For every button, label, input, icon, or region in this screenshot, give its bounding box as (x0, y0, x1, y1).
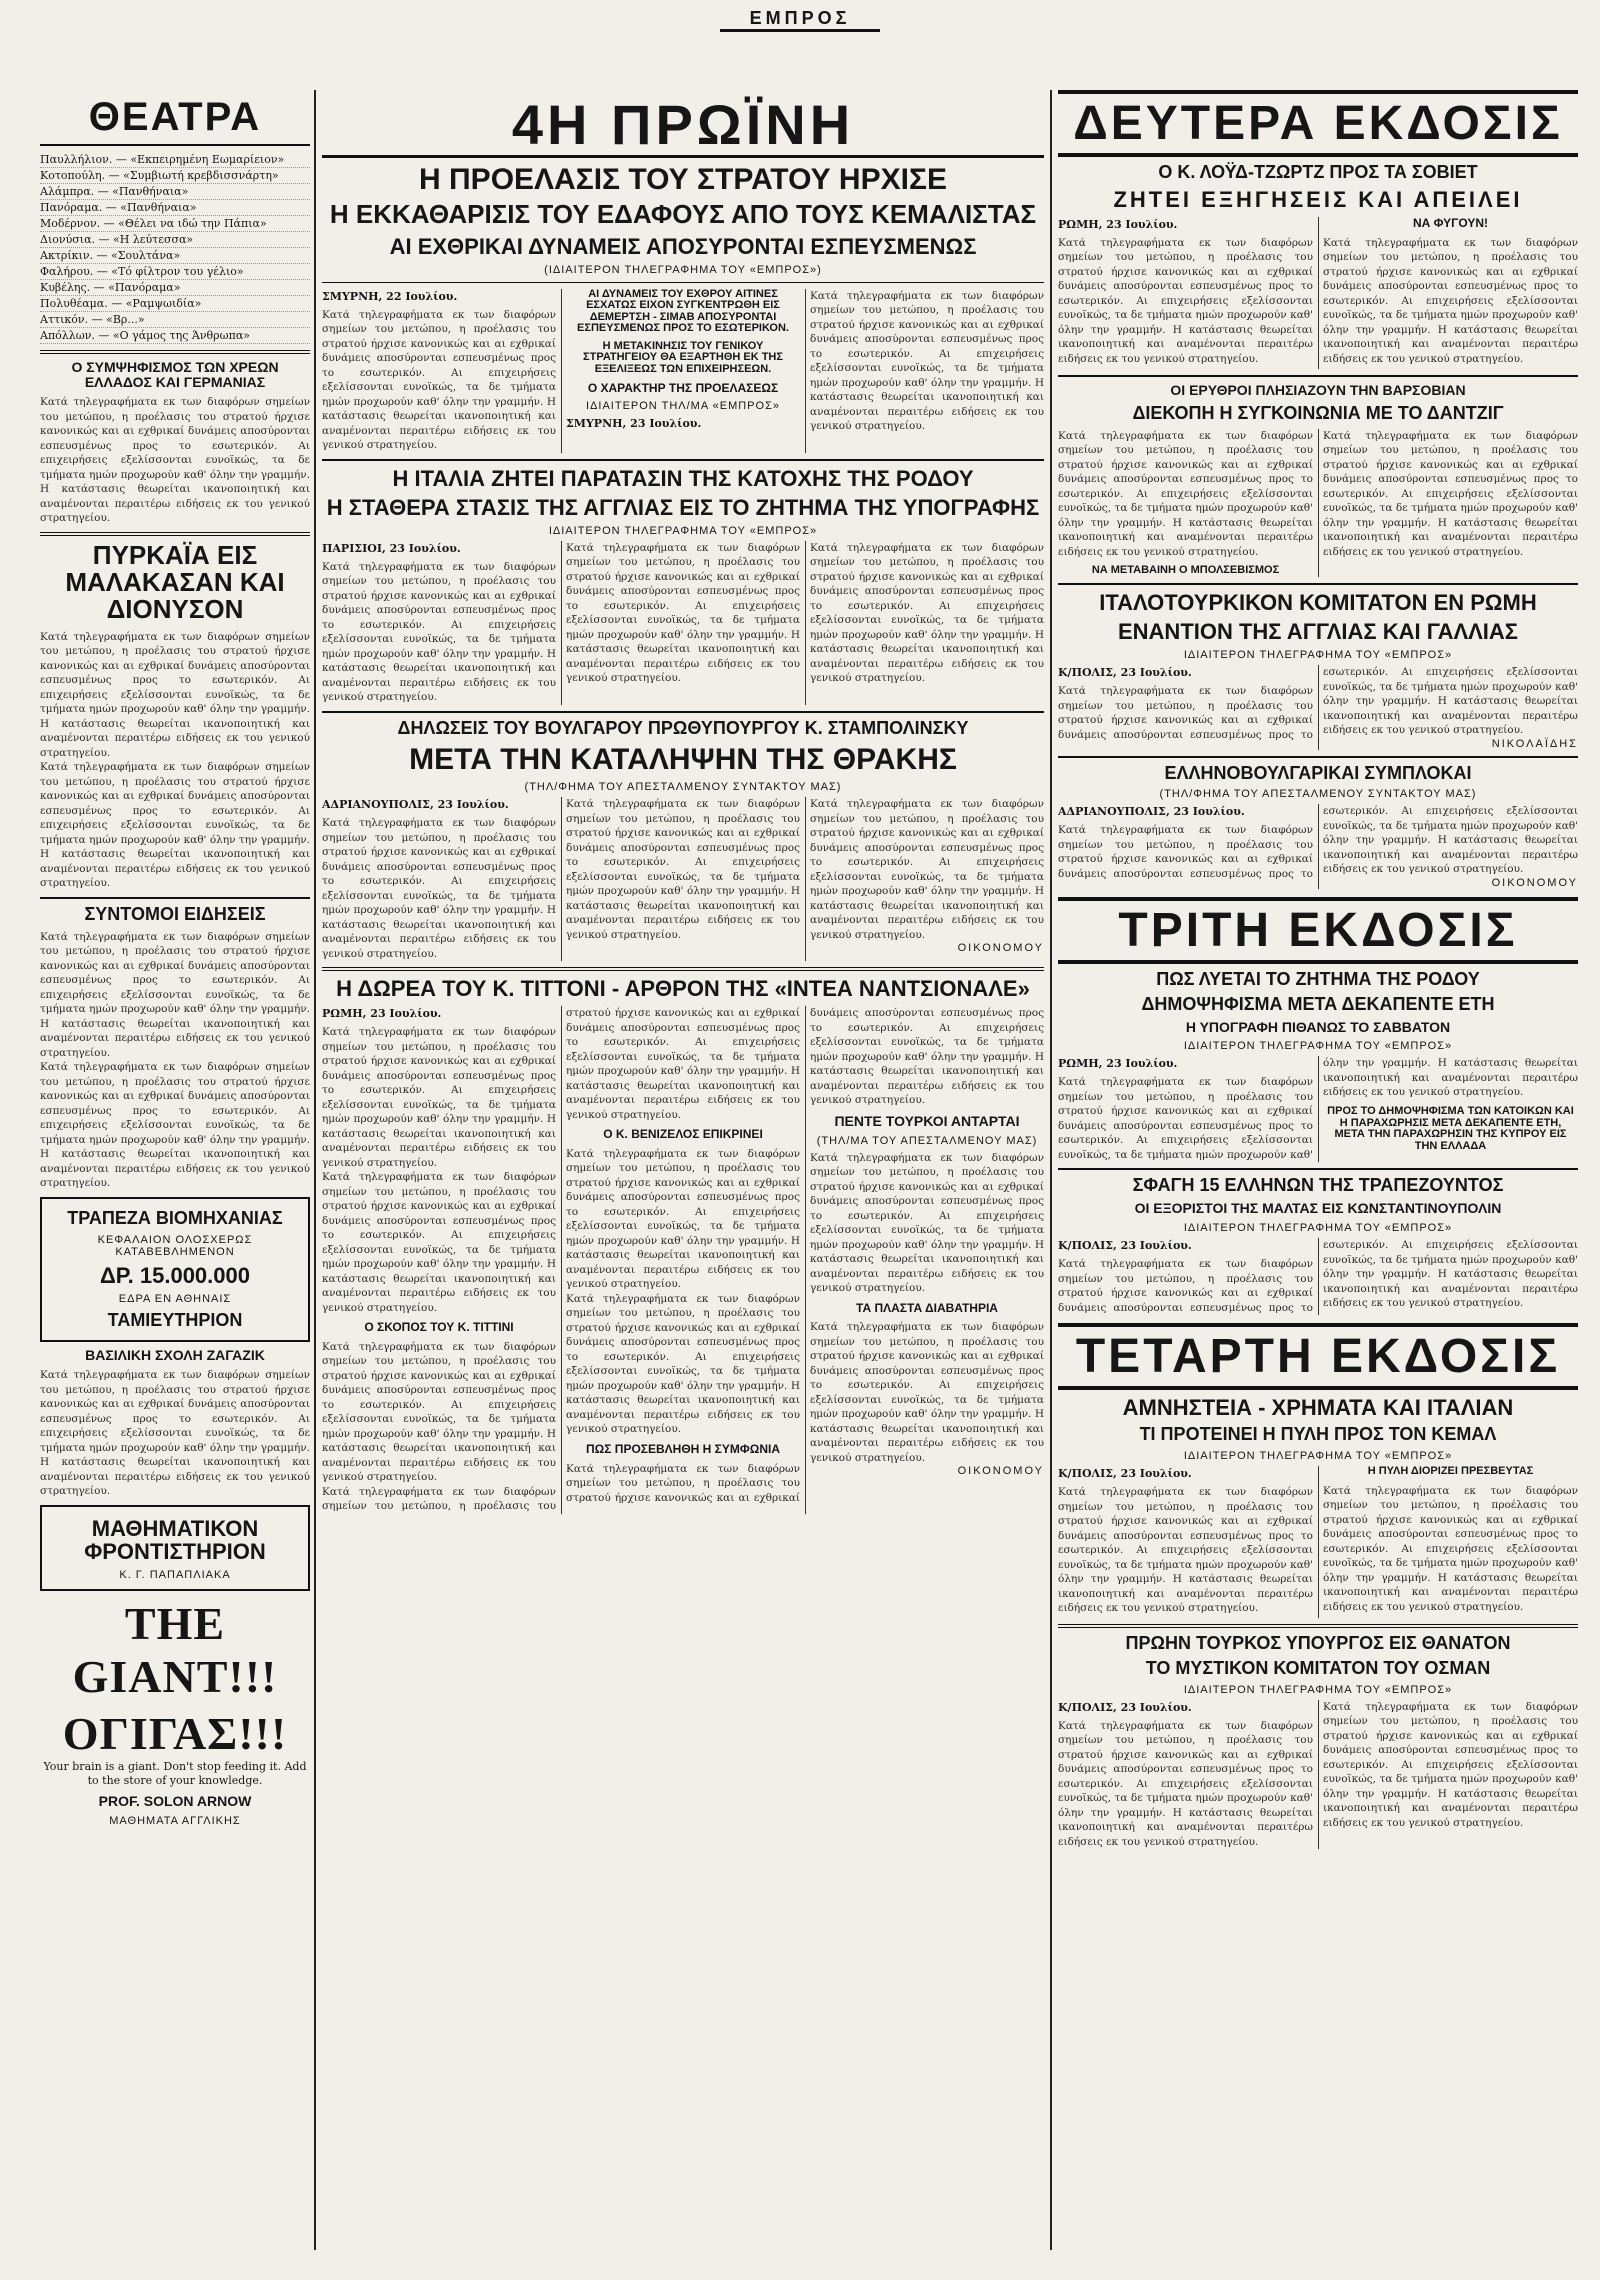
bank-savings: ΤΑΜΙΕΥΤΗΡΙΟΝ (107, 1309, 243, 1330)
divider (322, 967, 1044, 971)
sub-headline: Η ΜΕΤΑΚΙΝΗΣΙΣ ΤΟΥ ΓΕΝΙΚΟΥ ΣΤΡΑΤΗΓΕΙΟΥ ΘΑ ΕΞΑΡΤΗΘΗ ΕΚ ΤΗΣ ΕΞΕΛΙΞΕΩΣ ΤΩΝ ΕΠΙΧΕΙΡΗΣΕΩΝ. (583, 339, 783, 375)
subheading: ΙΔΙΑΙΤΕΡΟΝ ΤΗΛΕΓΡΑΦΗΜΑ ΤΟΥ «ΕΜΠΡΟΣ» (1183, 1450, 1453, 1463)
subheading: (ΤΗΛ/ΦΗΜΑ ΤΟΥ ΑΠΕΣΤΑΛΜΕΝΟΥ ΣΥΝΤΑΚΤΟΥ ΜΑΣ) (1159, 788, 1477, 801)
subheading: ΙΔΙΑΙΤΕΡΟΝ ΤΗΛΕΓΡΑΦΗΜΑ ΤΟΥ «ΕΜΠΡΟΣ» (1183, 1222, 1453, 1235)
divider (40, 532, 310, 536)
byline: ΟΙΚΟΝΟΜΟΥ (957, 1465, 1044, 1478)
right-column (1058, 90, 1578, 2260)
prof-name: PROF. SOLON ARNOW (98, 1792, 252, 1809)
article-body: Κατά τηλεγραφήματα εκ των διαφόρων σημείων του μετώπου, η προέλασις του στρατού ήρχισε κανονικώς και αι εχθρικαί δυνάμεις αποσύρονται εσπευσμένως προς το εσωτερικόν. Αι επιχειρήσεις εξελίσσονται ευνοϊκώς, τα δε τμήματα ημών προχωρούν καθ' όλην την γραμμήν. Η κατάστασις θεωρείται ικανοποιητική και αναμένονται περαιτέρω ειδήσεις εκ του γενικού στρατηγείου. (1058, 236, 1313, 365)
subheading: (ΙΔΙΑΙΤΕΡΟΝ ΤΗΛΕΓΡΑΦΗΜΑ ΤΟΥ «ΕΜΠΡΟΣ») (544, 263, 822, 276)
headline: ΕΛΛΗΝΟΒΟΥΛΓΑΡΙΚΑΙ ΣΥΜΠΛΟΚΑΙ (1164, 762, 1472, 783)
sub-headline: Η ΠΥΛΗ ΔΙΟΡΙΖΕΙ ΠΡΕΣΒΕΥΤΑΣ (1367, 1465, 1534, 1478)
article-body: Κατά τηλεγραφήματα εκ των διαφόρων σημείων του μετώπου, η προέλασις του στρατού ήρχισε κανονικώς και αι εχθρικαί δυνάμεις αποσύρονται εσπευσμένως προς το εσωτερικόν. Αι επιχειρήσεις εξελίσσονται ευνοϊκώς, τα δε τμήματα ημών προχωρούν καθ' όλην την γραμμήν. Η κατάστασις θεωρείται ικανοποιητική και αναμένονται περαιτέρω ειδήσεις εκ του γενικού στρατηγείου. (40, 630, 310, 759)
sub-headline: Ο Κ. ΒΕΝΙΖΕΛΟΣ ΕΠΙΚΡΙΝΕΙ (603, 1127, 763, 1142)
theatre-list (40, 152, 310, 344)
sub-headline: ΑΙ ΔΥΝΑΜΕΙΣ ΤΟΥ ΕΧΘΡΟΥ ΑΙΤΙΝΕΣ ΕΣΧΑΤΩΣ ΕΙΧΟΝ ΣΥΓΚΕΝΤΡΩΘΗ ΕΙΣ ΔΕΜΕΡΤΣΗ - ΣΙΜΑΒ ΑΠΟΣΥΡΟΝΤΑΙ ΕΣΠΕΥΣΜΕΝΩΣ ΠΡΟΣ ΤΟ ΕΣΩΤΕΡΙΚΟΝ. (577, 287, 789, 335)
headline: ΤΟ ΜΥΣΤΙΚΟΝ ΚΟΜΙΤΑΤΟΝ ΤΟΥ ΟΣΜΑΝ (1145, 1657, 1491, 1678)
article-columns (322, 541, 1044, 705)
headline: ΖΗΤΕΙ ΕΞΗΓΗΣΕΙΣ ΚΑΙ ΑΠΕΙΛΕΙ (1113, 186, 1523, 212)
sub-headline: ΤΑ ΠΛΑΣΤΑ ΔΙΑΒΑΤΗΡΙΑ (856, 1300, 998, 1315)
divider (1058, 375, 1578, 377)
subheading: ΙΔΙΑΙΤΕΡΟΝ ΤΗΛΕΓΡΑΦΗΜΑ ΤΟΥ «ΕΜΠΡΟΣ» (548, 524, 818, 537)
divider (1058, 583, 1578, 585)
article-body: Κατά τηλεγραφήματα εκ των διαφόρων σημείων του μετώπου, η προέλασις του στρατού ήρχισε κανονικώς και αι εχθρικαί δυνάμεις αποσύρονται εσπευσμένως προς το εσωτερικόν. Αι επιχειρήσεις εξελίσσονται ευνοϊκώς, τα δε τμήματα ημών προχωρούν καθ' όλην την γραμμήν. Η κατάστασις θεωρείται ικανοποιητική και αναμένονται περαιτέρω ειδήσεις εκ του γενικού στρατηγείου. (322, 560, 556, 704)
article-title: Ο ΣΥΜΨΗΦΙΣΜΟΣ ΤΩΝ ΧΡΕΩΝ ΕΛΛΑΔΟΣ ΚΑΙ ΓΕΡΜΑΝΙΑΣ (71, 359, 279, 390)
math-ad (40, 1505, 310, 1591)
dateline: ΠΑΡΙΣΙΟΙ, 23 Ιουλίου. (322, 541, 461, 555)
article-body: Κατά τηλεγραφήματα εκ των διαφόρων σημείων του μετώπου, η προέλασις του στρατού ήρχισε κανονικώς και αι εχθρικαί δυνάμεις αποσύρονται εσπευσμένως προς το εσωτερικόν. Αι επιχειρήσεις εξελίσσονται ευνοϊκώς, τα δε τμήματα ημών προχωρούν καθ' όλην την γραμμήν. Η κατάστασις θεωρείται ικανοποιητική και αναμένονται περαιτέρω ειδήσεις εκ του γενικού στρατηγείου. (810, 289, 1044, 433)
bank-capital: ΔΡ. 15.000.000 (99, 1262, 250, 1288)
article-body: Κατά τηλεγραφήματα εκ των διαφόρων σημείων του μετώπου, η προέλασις του στρατού ήρχισε κανονικώς και αι εχθρικαί δυνάμεις αποσύρονται εσπευσμένως προς το εσωτερικόν. Αι επιχειρήσεις εξελίσσονται ευνοϊκώς, τα δε τμήματα ημών προχωρούν καθ' όλην την γραμμήν. Η κατάστασις θεωρείται ικανοποιητική και αναμένονται περαιτέρω ειδήσεις εκ του γενικού στρατηγείου. (1058, 666, 1578, 741)
dateline: ΡΩΜΗ, 23 Ιουλίου. (1058, 217, 1178, 231)
article-title: ΠΥΡΚΑΪΑ ΕΙΣ ΜΑΛΑΚΑΣΑΝ ΚΑΙ ΔΙΟΝΥΣΟΝ (65, 539, 285, 625)
theatre-item: Αλάμπρα. — «Πανθήναια» (40, 184, 310, 200)
edition-title: ΔΕΥΤΕΡΑ ΕΚΔΟΣΙΣ (1058, 90, 1578, 157)
column-rule-left (314, 90, 316, 2250)
article-body: Κατά τηλεγραφήματα εκ των διαφόρων σημείων του μετώπου, η προέλασις του στρατού ήρχισε κανονικώς και αι εχθρικαί δυνάμεις αποσύρονται εσπευσμένως προς το εσωτερικόν. Αι επιχειρήσεις εξελίσσονται ευνοϊκώς, τα δε τμήματα ημών προχωρούν καθ' όλην την γραμμήν. Η κατάστασις θεωρείται ικανοποιητική και αναμένονται περαιτέρω ειδήσεις εκ του γενικού στρατηγείου. (566, 798, 800, 941)
dateline: ΣΜΥΡΝΗ, 23 Ιουλίου. (566, 417, 702, 431)
theatre-item: Διονύσια. — «Η λεύτεσσα» (40, 232, 310, 248)
byline: ΟΙΚΟΝΟΜΟΥ (957, 942, 1044, 955)
headline: ΑΜΝΗΣΤΕΙΑ - ΧΡΗΜΑΤΑ ΚΑΙ ΙΤΑΛΙΑΝ (1122, 1395, 1514, 1421)
article-columns (1058, 804, 1578, 889)
theatre-item: Μοδέρνον. — «Θέλει να ιδώ την Πάπια» (40, 216, 310, 232)
article-body: Κατά τηλεγραφήματα εκ των διαφόρων σημείων του μετώπου, η προέλασις του στρατού ήρχισε κανονικώς και αι εχθρικαί δυνάμεις αποσύρονται εσπευσμένως προς το εσωτερικόν. Αι επιχειρήσεις εξελίσσονται ευνοϊκώς, τα δε τμήματα ημών προχωρούν καθ' όλην την γραμμήν. Η κατάστασις θεωρείται ικανοποιητική και αναμένονται περαιτέρω ειδήσεις εκ του γενικού στρατηγείου. (1058, 805, 1578, 880)
article-columns (1058, 1700, 1578, 1850)
theatre-item: Αττικόν. — «Βρ...» (40, 312, 310, 328)
bank-ad (40, 1197, 310, 1342)
divider (322, 459, 1044, 461)
subheading: ΙΔΙΑΙΤΕΡΟΝ ΤΗΛΕΓΡΑΦΗΜΑ ΤΟΥ «ΕΜΠΡΟΣ» (1183, 1683, 1453, 1696)
sub-headline: ΠΕΝΤΕ ΤΟΥΡΚΟΙ ΑΝΤΑΡΤΑΙ (834, 1112, 1020, 1129)
article-body: Κατά τηλεγραφήματα εκ των διαφόρων σημείων του μετώπου, η προέλασις του στρατού ήρχισε κανονικώς και αι εχθρικαί δυνάμεις αποσύρονται εσπευσμένως προς το εσωτερικόν. Αι επιχειρήσεις εξελίσσονται ευνοϊκώς, τα δε τμήματα ημών προχωρούν καθ' όλην την γραμμήν. Η κατάστασις θεωρείται ικανοποιητική και αναμένονται περαιτέρω ειδήσεις εκ του γενικού στρατηγείου. (810, 541, 1044, 685)
article-body: Κατά τηλεγραφήματα εκ των διαφόρων σημείων του μετώπου, η προέλασις του στρατού ήρχισε κανονικώς και αι εχθρικαί δυνάμεις αποσύρονται εσπευσμένως προς το εσωτερικόν. Αι επιχειρήσεις εξελίσσονται ευνοϊκώς, τα δε τμήματα ημών προχωρούν καθ' όλην την γραμμήν. Η κατάστασις θεωρείται ικανοποιητική και αναμένονται περαιτέρω ειδήσεις εκ του γενικού στρατηγείου. (810, 798, 1044, 941)
sub-headline: ΝΑ ΜΕΤΑΒΑΙΝΗ Ο ΜΠΟΛΣΕΒΙΣΜΟΣ (1091, 564, 1280, 577)
sub-headline: Ο ΣΚΟΠΟΣ ΤΟΥ Κ. ΤΙΤΤΙΝΙ (364, 1320, 514, 1335)
theatre-item: Κυβέλης. — «Πανόραμα» (40, 280, 310, 296)
dateline: ΡΩΜΗ, 23 Ιουλίου. (322, 1007, 442, 1021)
divider (1058, 1168, 1578, 1170)
dateline: Κ/ΠΟΛΙΣ, 23 Ιουλίου. (1058, 1467, 1192, 1481)
headline: ΙΤΑΛΟΤΟΥΡΚΙΚΟΝ ΚΟΜΙΤΑΤΟΝ ΕΝ ΡΩΜΗ (1099, 589, 1537, 615)
sub-headline: ΠΩΣ ΠΡΟΣΕΒΛΗΘΗ Η ΣΥΜΦΩΝΙΑ (585, 1441, 781, 1456)
dateline: Κ/ΠΟΛΙΣ, 23 Ιουλίου. (1058, 1239, 1192, 1253)
divider (40, 350, 310, 354)
headline: Η ΥΠΟΓΡΑΦΗ ΠΙΘΑΝΩΣ ΤΟ ΣΑΒΒΑΤΟΝ (1185, 1018, 1451, 1035)
divider (40, 897, 310, 899)
math-title: ΜΑΘΗΜΑΤΙΚΟΝ ΦΡΟΝΤΙΣΤΗΡΙΟΝ (84, 1515, 266, 1564)
divider (322, 711, 1044, 713)
sub-headline: ΝΑ ΦΥΓΟΥΝ! (1412, 215, 1489, 230)
article-body: Κατά τηλεγραφήματα εκ των διαφόρων σημείων του μετώπου, η προέλασις του στρατού ήρχισε κανονικώς και αι εχθρικαί δυνάμεις αποσύρονται εσπευσμένως προς το εσωτερικόν. Αι επιχειρήσεις εξελίσσονται ευνοϊκώς, τα δε τμήματα ημών προχωρούν καθ' όλην την γραμμήν. Η κατάστασις θεωρείται ικανοποιητική και αναμένονται περαιτέρω ειδήσεις εκ του γενικού στρατηγείου. (322, 1007, 800, 1513)
dateline: ΡΩΜΗ, 23 Ιουλίου. (1058, 1057, 1178, 1071)
dateline: ΑΔΡΙΑΝΟΥΠΟΛΙΣ, 23 Ιουλίου. (1058, 805, 1245, 819)
prof-subtitle: ΜΑΘΗΜΑΤΑ ΑΓΓΛΙΚΗΣ (109, 1814, 241, 1827)
subheading: ΙΔΙΑΙΤΕΡΟΝ ΤΗΛΕΓΡΑΦΗΜΑ ΤΟΥ «ΕΜΠΡΟΣ» (1183, 1040, 1453, 1053)
headline: ΔΗΜΟΨΗΦΙΣΜΑ ΜΕΤΑ ΔΕΚΑΠΕΝΤΕ ΕΤΗ (1141, 993, 1495, 1014)
masthead (0, 0, 1600, 40)
theatre-item: Κοτοπούλη. — «Συμβιωτή κρεβδισσνάρτη» (40, 168, 310, 184)
headline: ΤΙ ΠΡΟΤΕΙΝΕΙ Η ΠΥΛΗ ΠΡΟΣ ΤΟΝ ΚΕΜΑΛ (1139, 1424, 1497, 1445)
article-columns (1058, 1238, 1578, 1315)
article-body: Κατά τηλεγραφήματα εκ των διαφόρων σημείων του μετώπου, η προέλασις του στρατού ήρχισε κανονικώς και αι εχθρικαί δυνάμεις αποσύρονται εσπευσμένως προς το εσωτερικόν. Αι επιχειρήσεις εξελίσσονται ευνοϊκώς, τα δε τμήματα ημών προχωρούν καθ' όλην την γραμμήν. Η κατάστασις θεωρείται ικανοποιητική και αναμένονται περαιτέρω ειδήσεις εκ του γενικού στρατηγείου. (566, 1147, 800, 1291)
edition-title: ΤΕΤΑΡΤΗ ΕΚΔΟΣΙΣ (1058, 1323, 1578, 1390)
headline: Η ΕΚΚΑΘΑΡΙΣΙΣ ΤΟΥ ΕΔΑΦΟΥΣ ΑΠΟ ΤΟΥΣ ΚΕΜΑΛΙΣΤΑΣ (329, 199, 1037, 230)
left-column (40, 90, 310, 2260)
article-columns (322, 797, 1044, 961)
article-columns (1058, 665, 1578, 750)
article-body: Κατά τηλεγραφήματα εκ των διαφόρων σημείων του μετώπου, η προέλασις του στρατού ήρχισε κανονικώς και αι εχθρικαί δυνάμεις αποσύρονται εσπευσμένως προς το εσωτερικόν. Αι επιχειρήσεις εξελίσσονται ευνοϊκώς, τα δε τμήματα ημών προχωρούν καθ' όλην την γραμμήν. Η κατάστασις θεωρείται ικανοποιητική και αναμένονται περαιτέρω ειδήσεις εκ του γενικού στρατηγείου. (1323, 429, 1578, 558)
theatre-title: ΘΕΑΤΡΑ (88, 95, 262, 139)
article-body: Κατά τηλεγραφήματα εκ των διαφόρων σημείων του μετώπου, η προέλασις του στρατού ήρχισε κανονικώς και αι εχθρικαί δυνάμεις αποσύρονται εσπευσμένως προς το εσωτερικόν. Αι επιχειρήσεις εξελίσσονται ευνοϊκώς, τα δε τμήματα ημών προχωρούν καθ' όλην την γραμμήν. Η κατάστασις θεωρείται ικανοποιητική και αναμένονται περαιτέρω ειδήσεις εκ του γενικού στρατηγείου. (322, 1026, 556, 1169)
giant-title-en: THE GIANT!!! (72, 1597, 278, 1702)
dateline: ΑΔΡΙΑΝΟΥΠΟΛΙΣ, 23 Ιουλίου. (322, 798, 509, 812)
article-body: Κατά τηλεγραφήματα εκ των διαφόρων σημείων του μετώπου, η προέλασις του στρατού ήρχισε κανονικώς και αι εχθρικαί δυνάμεις αποσύρονται εσπευσμένως προς το εσωτερικόν. Αι επιχειρήσεις εξελίσσονται ευνοϊκώς, τα δε τμήματα ημών προχωρούν καθ' όλην την γραμμήν. Η κατάστασις θεωρείται ικανοποιητική και αναμένονται περαιτέρω ειδήσεις εκ του γενικού στρατηγείου. (322, 308, 556, 452)
dateline: Κ/ΠΟΛΙΣ, 23 Ιουλίου. (1058, 666, 1192, 680)
article-title: ΣΥΝΤΟΜΟΙ ΕΙΔΗΣΕΙΣ (84, 903, 266, 924)
subheading: ΙΔΙΑΙΤΕΡΟΝ ΤΗΛ/ΜΑ «ΕΜΠΡΟΣ» (586, 400, 780, 413)
article-body: Κατά τηλεγραφήματα εκ των διαφόρων σημείων του μετώπου, η προέλασις του στρατού ήρχισε κανονικώς και αι εχθρικαί δυνάμεις αποσύρονται εσπευσμένως προς το εσωτερικόν. Αι επιχειρήσεις εξελίσσονται ευνοϊκώς, τα δε τμήματα ημών προχωρούν καθ' όλην την γραμμήν. Η κατάστασις θεωρείται ικανοποιητική και αναμένονται περαιτέρω ειδήσεις εκ του γενικού στρατηγείου. (322, 817, 556, 960)
headline: ΑΙ ΕΧΘΡΙΚΑΙ ΔΥΝΑΜΕΙΣ ΑΠΟΣΥΡΟΝΤΑΙ ΕΣΠΕΥΣΜΕΝΩΣ (389, 233, 977, 259)
article-body: Κατά τηλεγραφήματα εκ των διαφόρων σημείων του μετώπου, η προέλασις του στρατού ήρχισε κανονικώς και αι εχθρικαί δυνάμεις αποσύρονται εσπευσμένως προς το εσωτερικόν. Αι επιχειρήσεις εξελίσσονται ευνοϊκώς, τα δε τμήματα ημών προχωρούν καθ' όλην την γραμμήν. Η κατάστασις θεωρείται ικανοποιητική και αναμένονται περαιτέρω ειδήσεις εκ του γενικού στρατηγείου. (1058, 1486, 1313, 1615)
article-columns (1058, 429, 1578, 577)
theatre-item: Πανόραμα. — «Πανθήναια» (40, 200, 310, 216)
headline: ΠΩΣ ΛΥΕΤΑΙ ΤΟ ΖΗΤΗΜΑ ΤΗΣ ΡΟΔΟΥ (1156, 968, 1480, 989)
bank-title: ΤΡΑΠΕΖΑ ΒΙΟΜΗΧΑΝΙΑΣ (67, 1207, 283, 1228)
article-body: Κατά τηλεγραφήματα εκ των διαφόρων σημείων του μετώπου, η προέλασις του στρατού ήρχισε κανονικώς και αι εχθρικαί δυνάμεις αποσύρονται εσπευσμένως προς το εσωτερικόν. Αι επιχειρήσεις εξελίσσονται ευνοϊκώς, τα δε τμήματα ημών προχωρούν καθ' όλην την γραμμήν. Η κατάστασις θεωρείται ικανοποιητική και αναμένονται περαιτέρω ειδήσεις εκ του γενικού στρατηγείου. (810, 1321, 1044, 1464)
divider (1058, 1624, 1578, 1628)
article-body: Κατά τηλεγραφήματα εκ των διαφόρων σημείων του μετώπου, η προέλασις του στρατού ήρχισε κανονικώς και αι εχθρικαί δυνάμεις αποσύρονται εσπευσμένως προς το εσωτερικόν. Αι επιχειρήσεις εξελίσσονται ευνοϊκώς, τα δε τμήματα ημών προχωρούν καθ' όλην την γραμμήν. Η κατάστασις θεωρείται ικανοποιητική και αναμένονται περαιτέρω ειδήσεις εκ του γενικού στρατηγείου. (1323, 1700, 1578, 1829)
headline: ΠΡΩΗΝ ΤΟΥΡΚΟΣ ΥΠΟΥΡΓΟΣ ΕΙΣ ΘΑΝΑΤΟΝ (1125, 1632, 1511, 1653)
sub-headline: Ο ΧΑΡΑΚΤΗΡ ΤΗΣ ΠΡΟΕΛΑΣΕΩΣ (587, 380, 779, 395)
theatre-item: Απόλλων. — «Ο γάμος της Άνθρωπα» (40, 328, 310, 344)
headline: Η ΙΤΑΛΙΑ ΖΗΤΕΙ ΠΑΡΑΤΑΣΙΝ ΤΗΣ ΚΑΤΟΧΗΣ ΤΗΣ ΡΟΔΟΥ (392, 465, 974, 491)
headline: ΜΕΤΑ ΤΗΝ ΚΑΤΑΛΗΨΗΝ ΤΗΣ ΘΡΑΚΗΣ (409, 742, 957, 776)
byline: ΟΙΚΟΝΟΜΟΥ (1491, 876, 1578, 889)
article-body: Κατά τηλεγραφήματα εκ των διαφόρων σημείων του μετώπου, η προέλασις του στρατού ήρχισε κανονικώς και αι εχθρικαί δυνάμεις αποσύρονται εσπευσμένως προς το εσωτερικόν. Αι επιχειρήσεις εξελίσσονται ευνοϊκώς, τα δε τμήματα ημών προχωρούν καθ' όλην την γραμμήν. Η κατάστασις θεωρείται ικανοποιητική και αναμένονται περαιτέρω ειδήσεις εκ του γενικού στρατηγείου. (40, 396, 310, 525)
headline: ΔΙΕΚΟΠΗ Η ΣΥΓΚΟΙΝΩΝΙΑ ΜΕ ΤΟ ΔΑΝΤΖΙΓ (1132, 402, 1504, 423)
article-body: Κατά τηλεγραφήματα εκ των διαφόρων σημείων του μετώπου, η προέλασις του στρατού ήρχισε κανονικώς και αι εχθρικαί δυνάμεις αποσύρονται εσπευσμένως προς το εσωτερικόν. Αι επιχειρήσεις εξελίσσονται ευνοϊκώς, τα δε τμήματα ημών προχωρούν καθ' όλην την γραμμήν. Η κατάστασις θεωρείται ικανοποιητική και αναμένονται περαιτέρω ειδήσεις εκ του γενικού στρατηγείου. (810, 1151, 1044, 1295)
subheading: ΙΔΙΑΙΤΕΡΟΝ ΤΗΛΕΓΡΑΦΗΜΑ ΤΟΥ «ΕΜΠΡΟΣ» (1183, 649, 1453, 662)
article-body: Κατά τηλεγραφήματα εκ των διαφόρων σημείων του μετώπου, η προέλασις του στρατού ήρχισε κανονικώς και αι εχθρικαί δυνάμεις αποσύρονται εσπευσμένως προς το εσωτερικόν. Αι επιχειρήσεις εξελίσσονται ευνοϊκώς, τα δε τμήματα ημών προχωρούν καθ' όλην την γραμμήν. Η κατάστασις θεωρείται ικανοποιητική και αναμένονται περαιτέρω ειδήσεις εκ του γενικού στρατηγείου. (40, 1061, 310, 1190)
sub-headline: ΠΡΟΣ ΤΟ ΔΗΜΟΨΗΦΙΣΜΑ ΤΩΝ ΚΑΤΟΙΚΩΝ ΚΑΙ Η ΠΑΡΑΧΩΡΗΣΙΣ ΜΕΤΑ ΔΕΚΑΠΕΝΤΕ ΕΤΗ, ΜΕΤΑ ΤΗΝ ΠΑΡΑΧΩΡΗΣΙΝ ΤΗΣ ΚΥΠΡΟΥ ΕΙΣ ΤΗΝ ΕΛΛΑΔΑ (1327, 1104, 1574, 1152)
theatre-item: Παυλλήλιον. — «Εκπειρημένη Εωμαρίειον» (40, 152, 310, 168)
article-body: Κατά τηλεγραφήματα εκ των διαφόρων σημείων του μετώπου, η προέλασις του στρατού ήρχισε κανονικώς και αι εχθρικαί δυνάμεις αποσύρονται εσπευσμένως προς το εσωτερικόν. Αι επιχειρήσεις εξελίσσονται ευνοϊκώς, τα δε τμήματα ημών προχωρούν καθ' όλην την γραμμήν. Η κατάστασις θεωρείται ικανοποιητική και αναμένονται περαιτέρω ειδήσεις εκ του γενικού στρατηγείου. (1058, 1057, 1578, 1161)
byline: ΝΙΚΟΛΑΪΔΗΣ (1491, 737, 1578, 750)
headline: ΕΝΑΝΤΙΟΝ ΤΗΣ ΑΓΓΛΙΑΣ ΚΑΙ ΓΑΛΛΙΑΣ (1117, 619, 1519, 644)
middle-column (322, 90, 1044, 2260)
article-body: Κατά τηλεγραφήματα εκ των διαφόρων σημείων του μετώπου, η προέλασις του στρατού ήρχισε κανονικώς και αι εχθρικαί δυνάμεις αποσύρονται εσπευσμένως προς το εσωτερικόν. Αι επιχειρήσεις εξελίσσονται ευνοϊκώς, τα δε τμήματα ημών προχωρούν καθ' όλην την γραμμήν. Η κατάστασις θεωρείται ικανοποιητική και αναμένονται περαιτέρω ειδήσεις εκ του γενικού στρατηγείου. (322, 1171, 556, 1314)
article-body: Κατά τηλεγραφήματα εκ των διαφόρων σημείων του μετώπου, η προέλασις του στρατού ήρχισε κανονικώς και αι εχθρικαί δυνάμεις αποσύρονται εσπευσμένως προς το εσωτερικόν. Αι επιχειρήσεις εξελίσσονται ευνοϊκώς, τα δε τμήματα ημών προχωρούν καθ' όλην την γραμμήν. Η κατάστασις θεωρείται ικανοποιητική και αναμένονται περαιτέρω ειδήσεις εκ του γενικού στρατηγείου. (1058, 429, 1313, 558)
article-body: Κατά τηλεγραφήματα εκ των διαφόρων σημείων του μετώπου, η προέλασις του στρατού ήρχισε κανονικώς και αι εχθρικαί δυνάμεις αποσύρονται εσπευσμένως προς το εσωτερικόν. Αι επιχειρήσεις εξελίσσονται ευνοϊκώς, τα δε τμήματα ημών προχωρούν καθ' όλην την γραμμήν. Η κατάστασις θεωρείται ικανοποιητική και αναμένονται περαιτέρω ειδήσεις εκ του γενικού στρατηγείου. (1058, 1719, 1313, 1848)
headline: Η ΣΤΑΘΕΡΑ ΣΤΑΣΙΣ ΤΗΣ ΑΓΓΛΙΑΣ ΕΙΣ ΤΟ ΖΗΤΗΜΑ ΤΗΣ ΥΠΟΓΡΑΦΗΣ (326, 494, 1040, 520)
dateline: Κ/ΠΟΛΙΣ, 23 Ιουλίου. (1058, 1700, 1192, 1714)
article-body: Κατά τηλεγραφήματα εκ των διαφόρων σημείων του μετώπου, η προέλασις του στρατού ήρχισε κανονικώς και αι εχθρικαί δυνάμεις αποσύρονται εσπευσμένως προς το εσωτερικόν. Αι επιχειρήσεις εξελίσσονται ευνοϊκώς, τα δε τμήματα ημών προχωρούν καθ' όλην την γραμμήν. Η κατάστασις θεωρείται ικανοποιητική και αναμένονται περαιτέρω ειδήσεις εκ του γενικού στρατηγείου. (40, 930, 310, 1059)
dateline: ΣΜΥΡΝΗ, 22 Ιουλίου. (322, 289, 458, 303)
theatre-item: Ακτρίκιν. — «Σουλτάνα» (40, 248, 310, 264)
article-columns (1058, 1056, 1578, 1162)
theatre-item: Πολυθέαμα. — «Ραμψωιδία» (40, 296, 310, 312)
headline: Η ΠΡΟΕΛΑΣΙΣ ΤΟΥ ΣΤΡΑΤΟΥ ΗΡΧΙΣΕ (419, 162, 947, 196)
subheading: (ΤΗΛ/ΜΑ ΤΟΥ ΑΠΕΣΤΑΛΜΕΝΟΥ ΜΑΣ) (816, 1134, 1038, 1147)
article-body: Κατά τηλεγραφήματα εκ των διαφόρων σημείων του μετώπου, η προέλασις του στρατού ήρχισε κανονικώς και αι εχθρικαί δυνάμεις αποσύρονται εσπευσμένως προς το εσωτερικόν. Αι επιχειρήσεις εξελίσσονται ευνοϊκώς, τα δε τμήματα ημών προχωρούν καθ' όλην την γραμμήν. Η κατάστασις θεωρείται ικανοποιητική και αναμένονται περαιτέρω ειδήσεις εκ του γενικού στρατηγείου. (40, 1369, 310, 1498)
school-title: ΒΑΣΙΛΙΚΗ ΣΧΟΛΗ ΖΑΓΑΖΙΚ (85, 1346, 265, 1363)
edition-title: 4Η ΠΡΩΪΝΗ (322, 96, 1044, 158)
divider (1058, 756, 1578, 758)
headline: ΔΗΛΩΣΕΙΣ ΤΟΥ ΒΟΥΛΓΑΡΟΥ ΠΡΩΘΥΠΟΥΡΓΟΥ Κ. ΣΤΑΜΠΟΛΙΝΣΚΥ (397, 717, 969, 738)
headline: Ο Κ. ΛΟΫΔ-ΤΖΩΡΤΖ ΠΡΟΣ ΤΑ ΣΟΒΙΕΤ (1158, 162, 1478, 182)
divider (322, 282, 1044, 283)
column-rule-right (1050, 90, 1052, 2250)
bank-line: ΕΔΡΑ ΕΝ ΑΘΗΝΑΙΣ (118, 1292, 232, 1305)
article-body: Κατά τηλεγραφήματα εκ των διαφόρων σημείων του μετώπου, η προέλασις του στρατού ήρχισε κανονικώς και αι εχθρικαί δυνάμεις αποσύρονται εσπευσμένως προς το εσωτερικόν. Αι επιχειρήσεις εξελίσσονται ευνοϊκώς, τα δε τμήματα ημών προχωρούν καθ' όλην την γραμμήν. Η κατάστασις θεωρείται ικανοποιητική και αναμένονται περαιτέρω ειδήσεις εκ του γενικού στρατηγείου. (1058, 1239, 1578, 1314)
giant-title-gr: ΟΓΙΓΑΣ!!! (62, 1707, 288, 1759)
article-columns (1058, 1466, 1578, 1618)
edition-title: ΤΡΙΤΗ ΕΚΔΟΣΙΣ (1058, 897, 1578, 964)
math-owner: Κ. Γ. ΠΑΠΑΠΛΙΑΚΑ (119, 1568, 231, 1581)
article-columns (322, 1006, 1044, 1514)
divider (40, 144, 310, 146)
headline: ΟΙ ΕΞΟΡΙΣΤΟΙ ΤΗΣ ΜΑΛΤΑΣ ΕΙΣ ΚΩΝΣΤΑΝΤΙΝΟΥΠΟΛΙΝ (1134, 1200, 1502, 1217)
article-body: Κατά τηλεγραφήματα εκ των διαφόρων σημείων του μετώπου, η προέλασις του στρατού ήρχισε κανονικώς και αι εχθρικαί δυνάμεις αποσύρονται εσπευσμένως προς το εσωτερικόν. Αι επιχειρήσεις εξελίσσονται ευνοϊκώς, τα δε τμήματα ημών προχωρούν καθ' όλην την γραμμήν. Η κατάστασις θεωρείται ικανοποιητική και αναμένονται περαιτέρω ειδήσεις εκ του γενικού στρατηγείου. (1323, 1484, 1578, 1613)
subheading: (ΤΗΛ/ΦΗΜΑ ΤΟΥ ΑΠΕΣΤΑΛΜΕΝΟΥ ΣΥΝΤΑΚΤΟΥ ΜΑΣ) (524, 781, 842, 794)
giant-ad-text: Your brain is a giant. Don't stop feeding it. Add to the store of your knowledge. (43, 1759, 307, 1787)
bank-line: ΚΕΦΑΛΑΙΟΝ ΟΛΟΣΧΕΡΩΣ ΚΑΤΑΒΕΒΛΗΜΕΝΟΝ (97, 1233, 253, 1258)
headline: Η ΔΩΡΕΑ ΤΟΥ Κ. ΤΙΤΤΟΝΙ - ΑΡΘΡΟΝ ΤΗΣ «ΙΝΤΕΑ ΝΑΝΤΣΙΟΝΑΛΕ» (336, 976, 1030, 1002)
theatre-item: Φαλήρου. — «Τό φίλτρον του γέλιο» (40, 264, 310, 280)
article-body: Κατά τηλεγραφήματα εκ των διαφόρων σημείων του μετώπου, η προέλασις του στρατού ήρχισε κανονικώς και αι εχθρικαί δυνάμεις αποσύρονται εσπευσμένως προς το εσωτερικόν. Αι επιχειρήσεις εξελίσσονται ευνοϊκώς, τα δε τμήματα ημών προχωρούν καθ' όλην την γραμμήν. Η κατάστασις θεωρείται ικανοποιητική και αναμένονται περαιτέρω ειδήσεις εκ του γενικού στρατηγείου. (566, 1292, 800, 1436)
article-body: Κατά τηλεγραφήματα εκ των διαφόρων σημείων του μετώπου, η προέλασις του στρατού ήρχισε κανονικώς και αι εχθρικαί δυνάμεις αποσύρονται εσπευσμένως προς το εσωτερικόν. Αι επιχειρήσεις εξελίσσονται ευνοϊκώς, τα δε τμήματα ημών προχωρούν καθ' όλην την γραμμήν. Η κατάστασις θεωρείται ικανοποιητική και αναμένονται περαιτέρω ειδήσεις εκ του γενικού στρατηγείου. (40, 761, 310, 890)
article-body: Κατά τηλεγραφήματα εκ των διαφόρων σημείων του μετώπου, η προέλασις του στρατού ήρχισε κανονικώς και αι εχθρικαί δυνάμεις αποσύρονται εσπευσμένως προς το εσωτερικόν. Αι επιχειρήσεις εξελίσσονται ευνοϊκώς, τα δε τμήματα ημών προχωρούν καθ' όλην την γραμμήν. Η κατάστασις θεωρείται ικανοποιητική και αναμένονται περαιτέρω ειδήσεις εκ του γενικού στρατηγείου. (566, 1007, 1044, 1504)
article-columns (322, 289, 1044, 453)
masthead-title: ΕΜΠΡΟΣ (720, 8, 881, 32)
headline: ΟΙ ΕΡΥΘΡΟΙ ΠΛΗΣΙΑΖΟΥΝ ΤΗΝ ΒΑΡΣΟΒΙΑΝ (1170, 382, 1466, 399)
article-body: Κατά τηλεγραφήματα εκ των διαφόρων σημείων του μετώπου, η προέλασις του στρατού ήρχισε κανονικώς και αι εχθρικαί δυνάμεις αποσύρονται εσπευσμένως προς το εσωτερικόν. Αι επιχειρήσεις εξελίσσονται ευνοϊκώς, τα δε τμήματα ημών προχωρούν καθ' όλην την γραμμήν. Η κατάστασις θεωρείται ικανοποιητική και αναμένονται περαιτέρω ειδήσεις εκ του γενικού στρατηγείου. (1323, 236, 1578, 365)
headline: ΣΦΑΓΗ 15 ΕΛΛΗΝΩΝ ΤΗΣ ΤΡΑΠΕΖΟΥΝΤΟΣ (1132, 1175, 1504, 1196)
article-columns (1058, 217, 1578, 369)
article-body: Κατά τηλεγραφήματα εκ των διαφόρων σημείων του μετώπου, η προέλασις του στρατού ήρχισε κανονικώς και αι εχθρικαί δυνάμεις αποσύρονται εσπευσμένως προς το εσωτερικόν. Αι επιχειρήσεις εξελίσσονται ευνοϊκώς, τα δε τμήματα ημών προχωρούν καθ' όλην την γραμμήν. Η κατάστασις θεωρείται ικανοποιητική και αναμένονται περαιτέρω ειδήσεις εκ του γενικού στρατηγείου. (322, 1340, 556, 1484)
article-body: Κατά τηλεγραφήματα εκ των διαφόρων σημείων του μετώπου, η προέλασις του στρατού ήρχισε κανονικώς και αι εχθρικαί δυνάμεις αποσύρονται εσπευσμένως προς το εσωτερικόν. Αι επιχειρήσεις εξελίσσονται ευνοϊκώς, τα δε τμήματα ημών προχωρούν καθ' όλην την γραμμήν. Η κατάστασις θεωρείται ικανοποιητική και αναμένονται περαιτέρω ειδήσεις εκ του γενικού στρατηγείου. (566, 541, 800, 685)
